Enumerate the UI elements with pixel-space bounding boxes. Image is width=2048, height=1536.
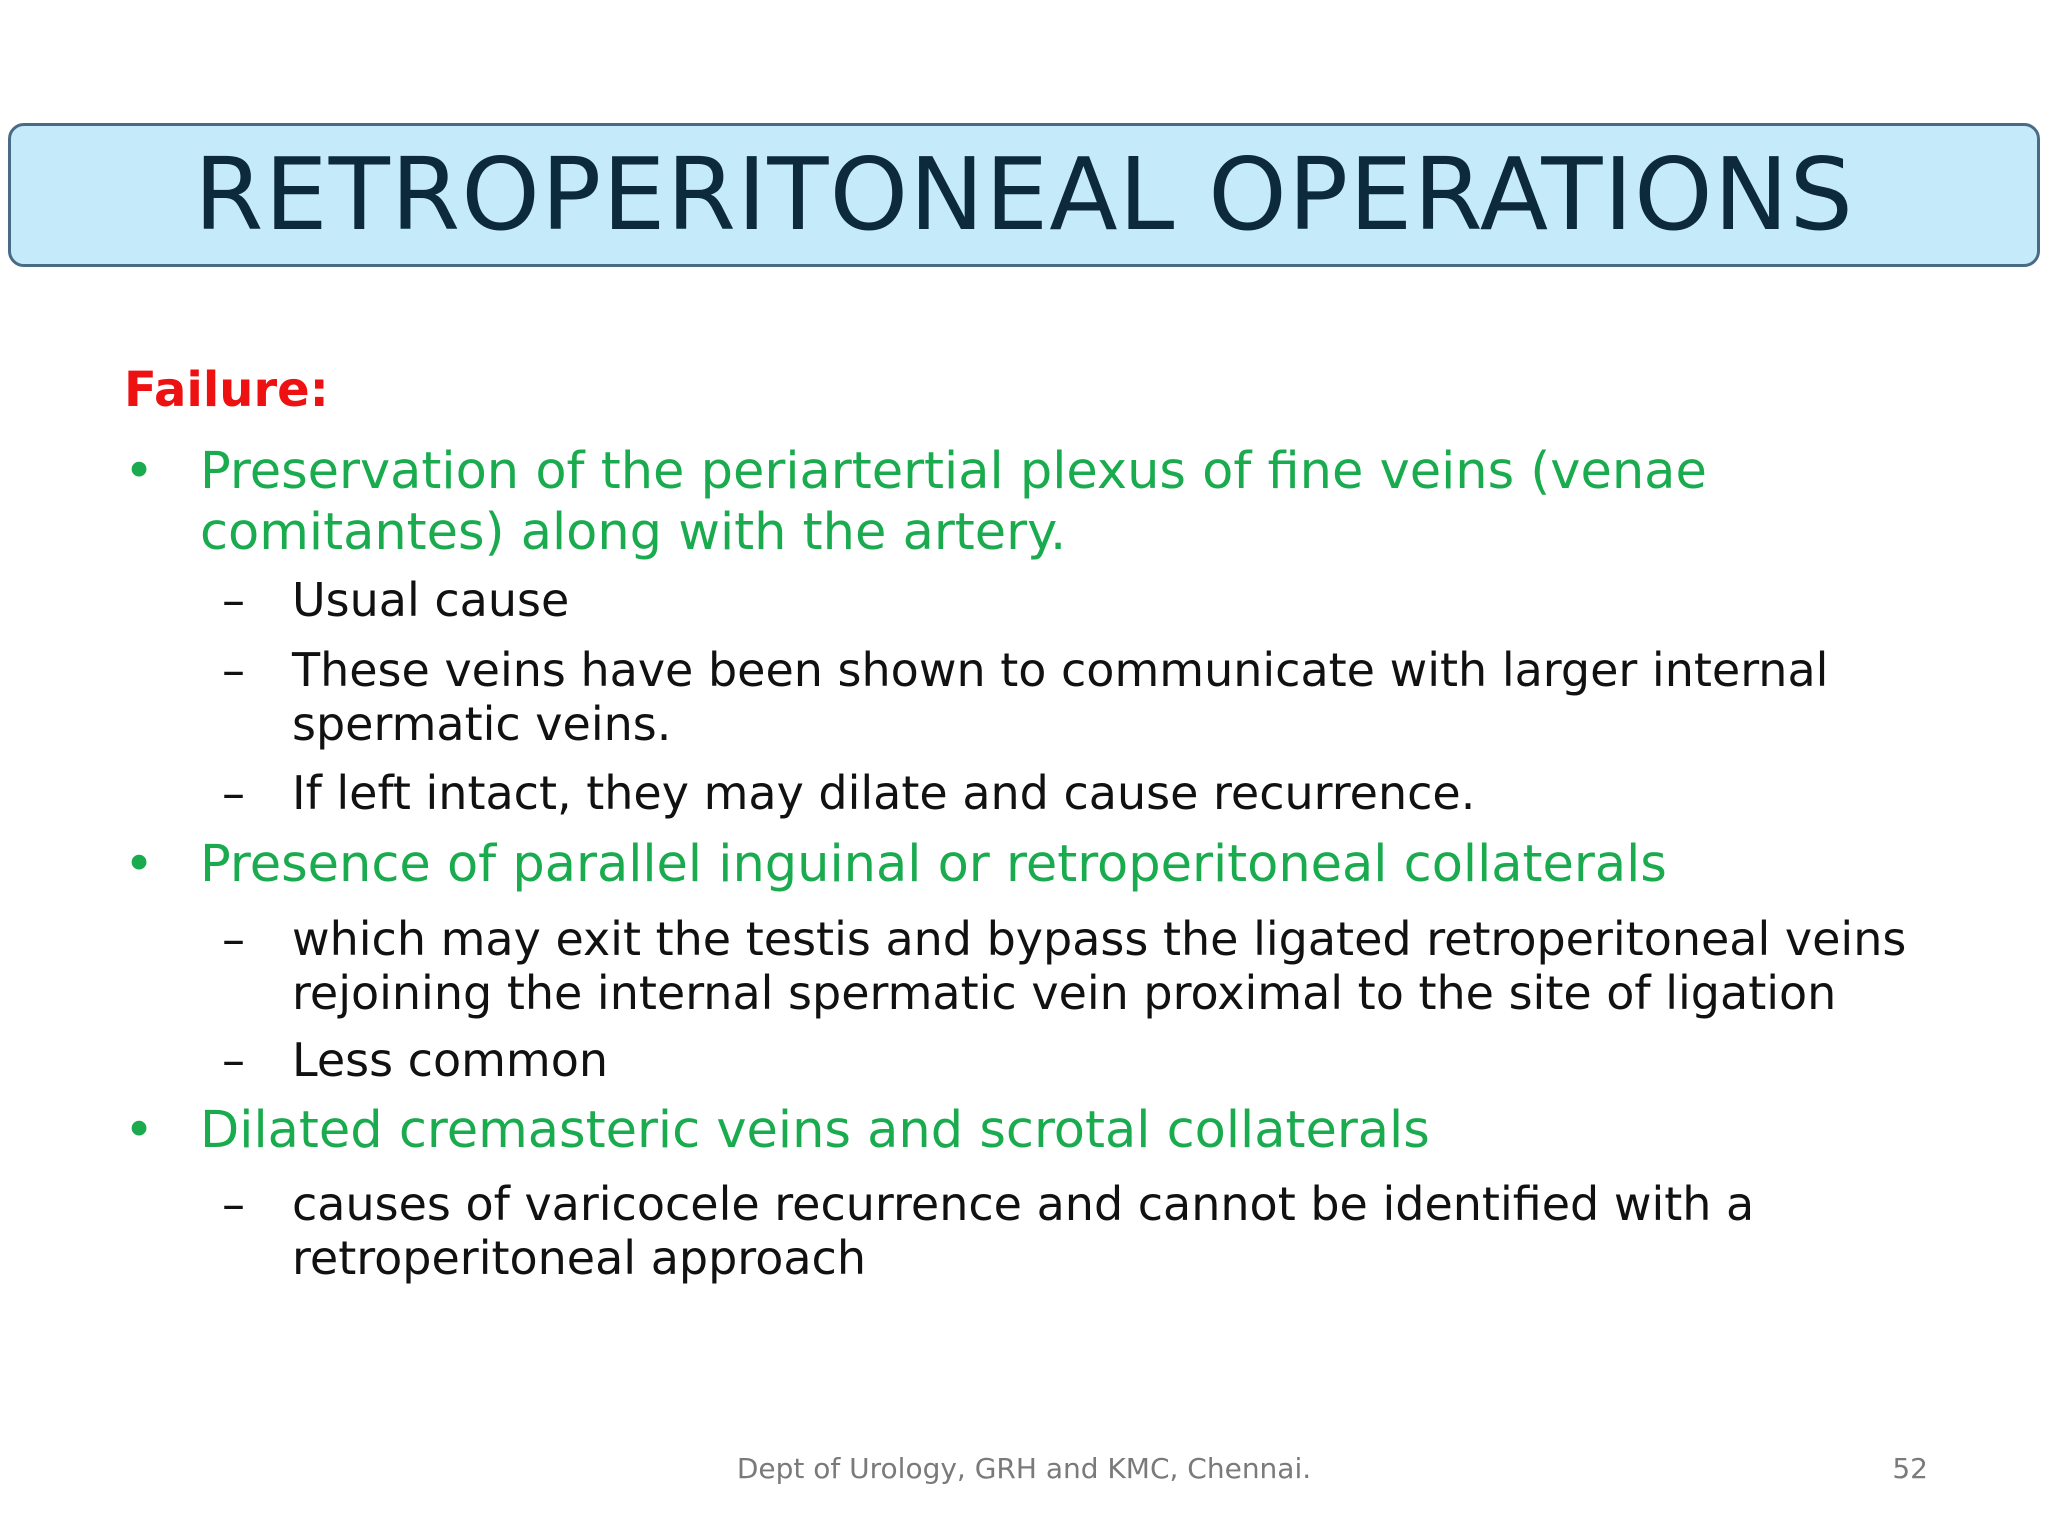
bullet-marker: •	[124, 1101, 155, 1160]
sub-bullet-text: These veins have been shown to communicate with larger internal spermatic veins.	[292, 643, 1829, 751]
bullet-marker: •	[124, 835, 155, 894]
sub-bullet-marker: –	[222, 643, 245, 697]
sub-bullet-text: causes of varicocele recurrence and cannot be identified with a retroperitoneal approach	[292, 1177, 1755, 1285]
sub-bullet-text: Usual cause	[292, 573, 570, 627]
bullet-text: Dilated cremasteric veins and scrotal collaterals	[200, 1101, 1430, 1160]
sub-bullet-marker: –	[222, 1177, 245, 1231]
slide-title: RETROPERITONEAL OPERATIONS	[194, 136, 1854, 253]
sub-bullet-marker: –	[222, 766, 245, 820]
sub-bullet-marker: –	[222, 573, 245, 627]
sub-bullet-item	[222, 643, 1982, 751]
page-number: 52	[1892, 1452, 1928, 1485]
sub-bullet-item	[222, 766, 1982, 820]
sub-bullet-item	[222, 1177, 1982, 1285]
sub-bullet-item	[222, 573, 1982, 627]
section-heading: Failure:	[124, 362, 329, 418]
sub-bullet-marker: –	[222, 1033, 245, 1087]
footer-text: Dept of Urology, GRH and KMC, Chennai.	[736, 1452, 1312, 1485]
bullet-item	[124, 441, 1944, 563]
sub-bullet-marker: –	[222, 912, 245, 966]
sub-bullet-text: If left intact, they may dilate and cause recurrence.	[292, 766, 1476, 820]
bullet-item	[124, 834, 1944, 895]
bullet-text: Presence of parallel inguinal or retroperitoneal collaterals	[200, 835, 1667, 894]
sub-bullet-item	[222, 912, 1982, 1020]
bullet-item	[124, 1100, 1944, 1161]
bullet-marker: •	[124, 442, 155, 501]
sub-bullet-item	[222, 1033, 1982, 1087]
bullet-text: Preservation of the periartertial plexus of fine veins (venae comitantes) along with the artery.	[200, 442, 1707, 562]
sub-bullet-text: which may exit the testis and bypass the ligated retroperitoneal veins rejoining the internal spermatic vein proximal to the site of ligation	[292, 912, 1907, 1020]
sub-bullet-text: Less common	[292, 1033, 609, 1087]
